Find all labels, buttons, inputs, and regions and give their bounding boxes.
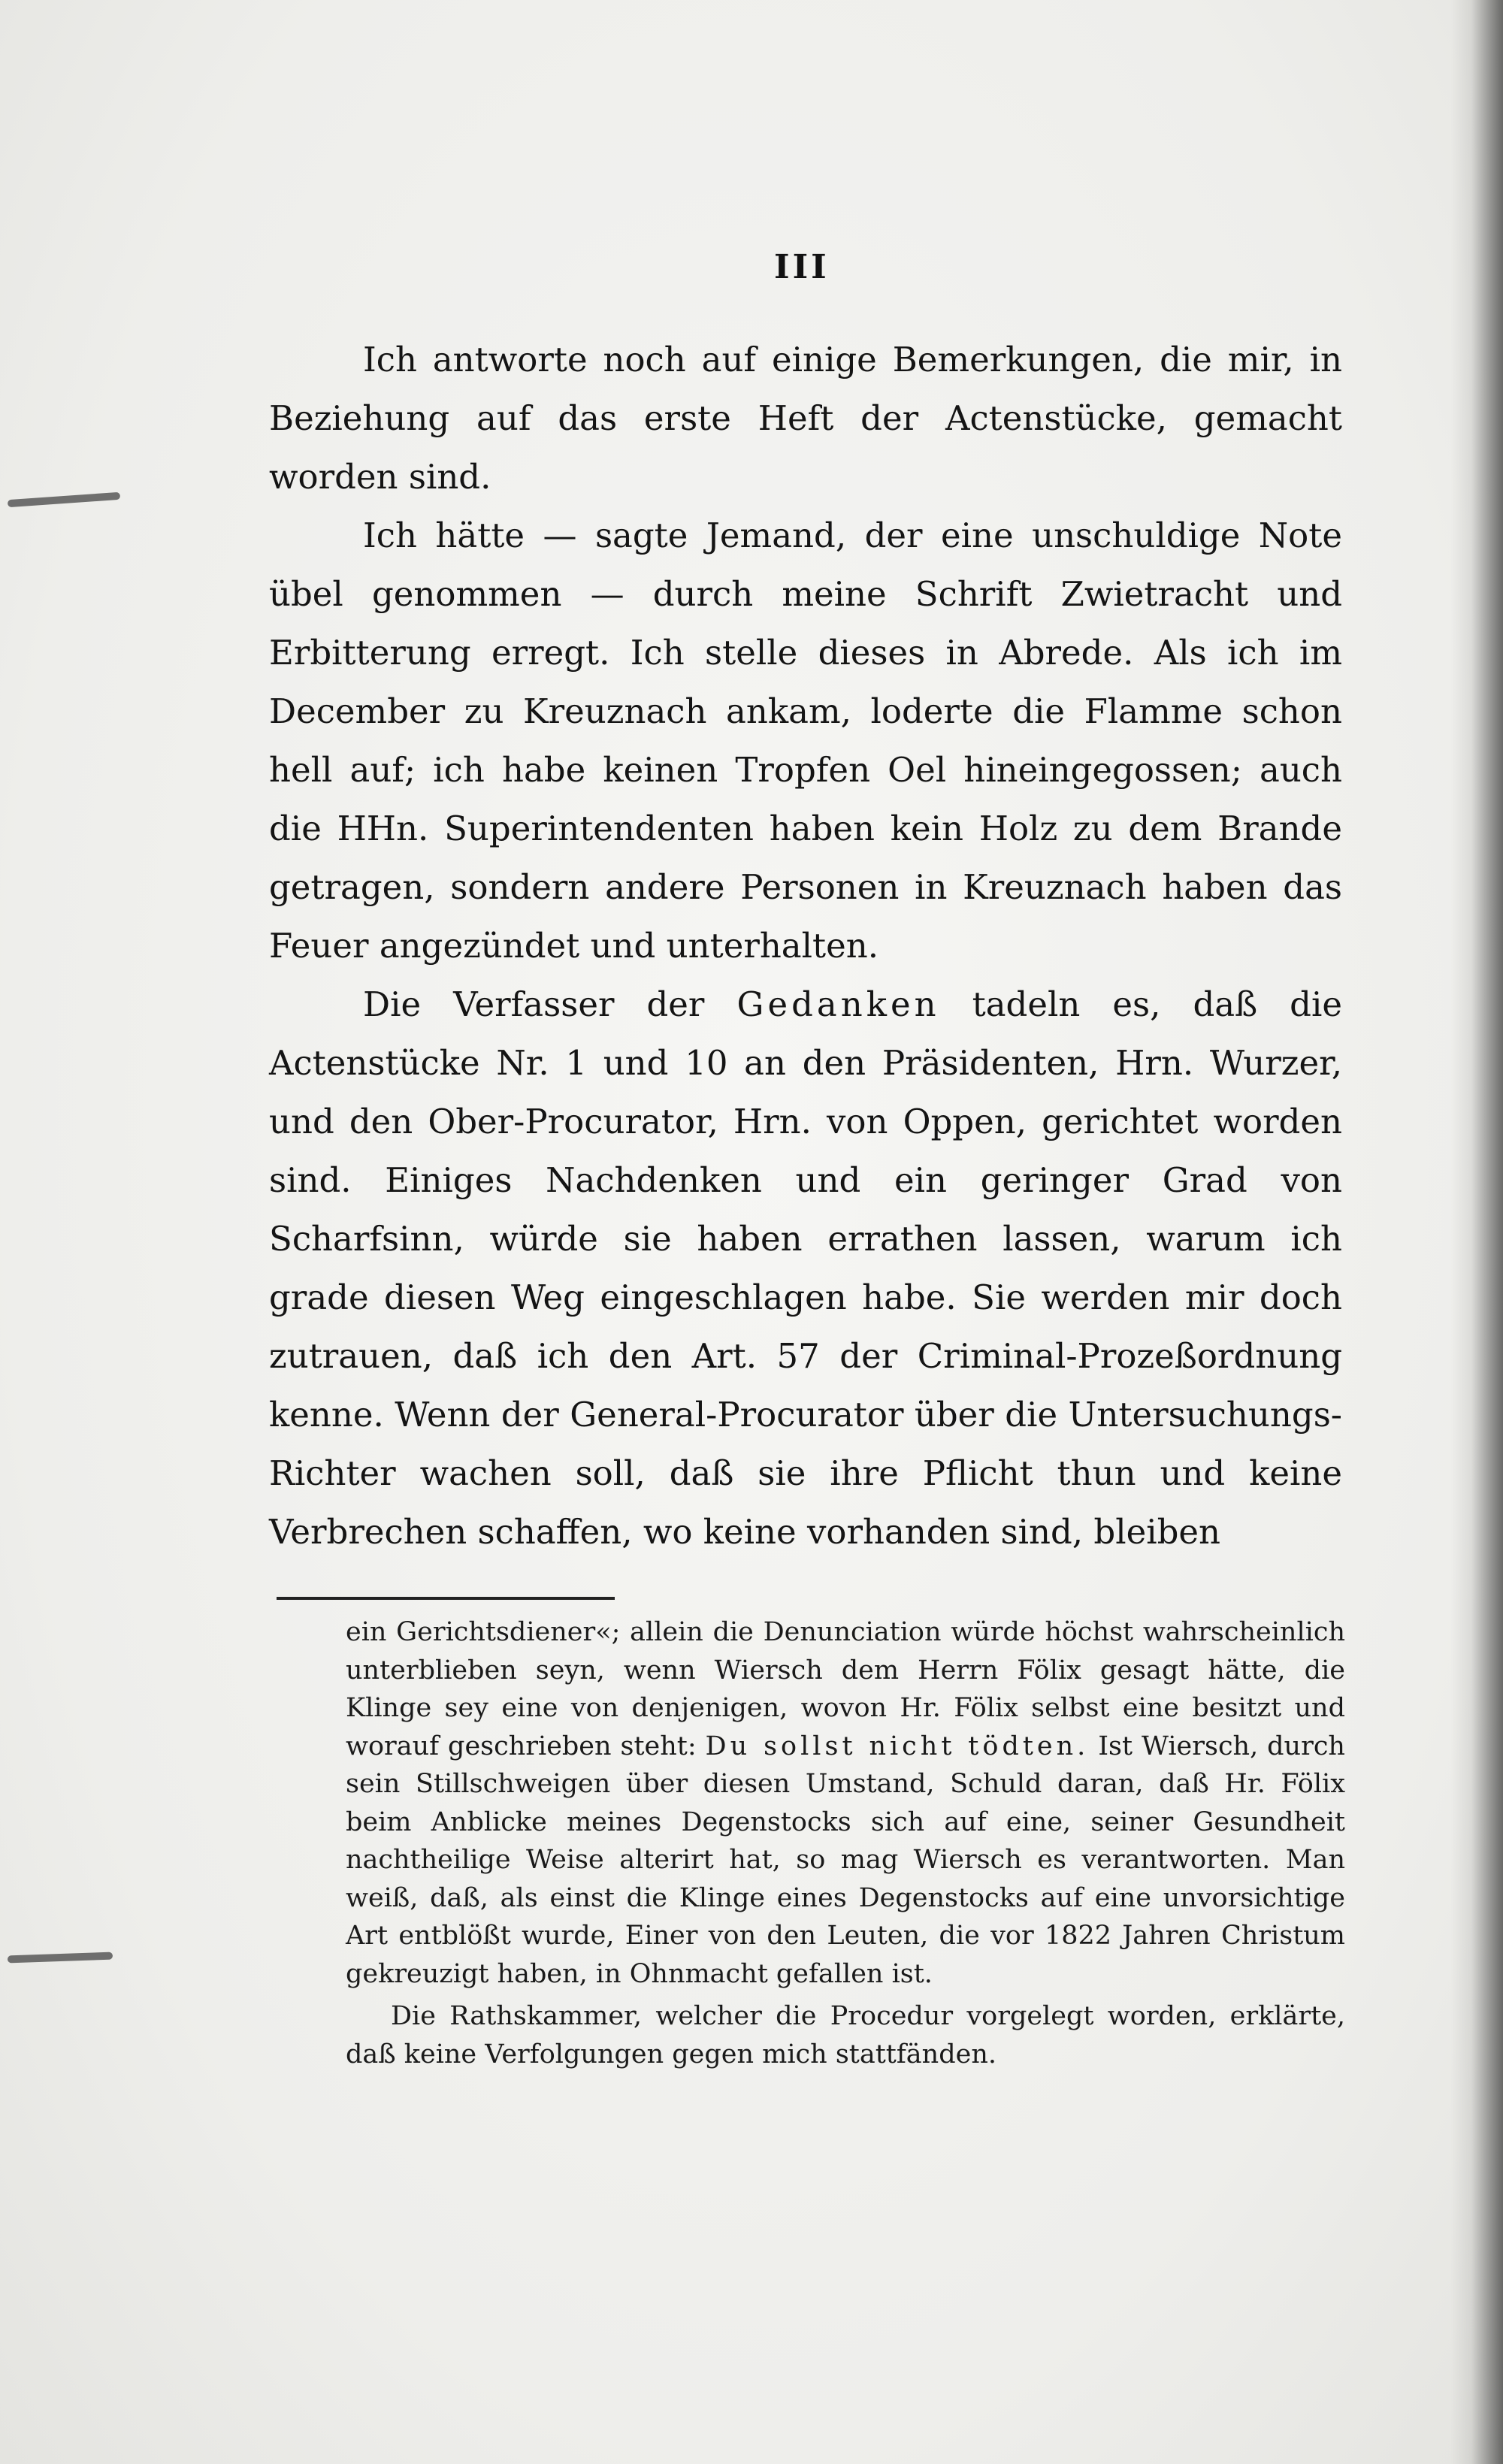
paragraph-1: Ich antworte noch auf einige Bemerkungen, die mir, in Beziehung auf das erste Heft der Actenstücke, gemacht worden sind. [269,340,1342,497]
page-edge-shadow [1450,0,1503,2464]
paragraph-2: Ich hätte — sagte Jemand, der eine unschuldige Note übel genommen — durch meine Schrift Zwietracht und Erbitterung erregt. Ich stelle dieses in Abrede. Als ich im December zu Kreuznach ankam, loderte die Flamme schon hell auf; ich habe keinen Tropfen Oel hineingegossen; auch die HHn. Superintendenten haben kein Holz zu dem Brande getragen, sondern andere Personen in Kreuznach haben das Feuer angezündet und unterhalten. [269,515,1342,966]
paragraph-3-start: Die Verfasser der [363,984,705,1024]
paragraph-3 [269,975,1342,1562]
footnote-1-start: ein Gerichtsdiener«; allein die Denunciation würde höchst wahrscheinlich unterblieben seyn, wenn Wiersch dem Herrn Fölix gesagt hätte, die Klinge sey eine von denjenigen, wovon Hr. Fölix selbst eine besitzt und worauf geschrieben steht: [346,1617,1345,1761]
footnote-paragraph-2: Die Rathskammer, welcher die Procedur vorgelegt worden, erklärte, daß keine Verfolgungen gegen mich stattfänden. [346,2001,1345,2069]
footnote-separator [277,1597,615,1600]
page-number: III [774,248,830,286]
paragraph-3-rest: tadeln es, daß die Actenstücke Nr. 1 und 10 an den Präsidenten, Hrn. Wurzer, und den Ober-Procurator, Hrn. von Oppen, gerichtet worden sind. Einiges Nachdenken und ein geringer Grad von Scharfsinn, würde sie haben errathen lassen, warum ich grade diesen Weg eingeschlagen habe. Sie werden mir doch zutrauen, daß ich den Art. 57 der Criminal-Prozeßordnung kenne. Wenn der General-Procurator über die Untersuchungs-Richter wachen soll, daß sie ihre Pflicht thun und keine Verbrechen schaffen, wo keine vorhanden sind, bleiben [269,984,1343,1552]
footnote-text [346,1613,1345,2073]
ink-smudge [8,1952,113,1964]
main-text [269,331,1342,1562]
footnote-paragraph-1 [346,1613,1345,1993]
ink-smudge [8,492,120,507]
footnote-inscription: Du sollst nicht tödten. [705,1731,1090,1761]
footnote-1-rest: Ist Wiersch, durch sein Stillschweigen über diesen Umstand, Schuld daran, daß Hr. Fölix beim Anblicke meines Degenstocks sich auf eine, seiner Gesundheit nachtheilige Weise alterirt hat, so mag Wiersch es verantworten. Man weiß, daß, als einst die Klinge eines Degenstocks auf eine unvorsichtige Art entblößt wurde, Einer von den Leuten, die vor 1822 Jahren Christum gekreuzigt haben, in Ohnmacht gefallen ist. [346,1731,1345,1989]
emphasized-title: Gedanken [736,984,940,1024]
